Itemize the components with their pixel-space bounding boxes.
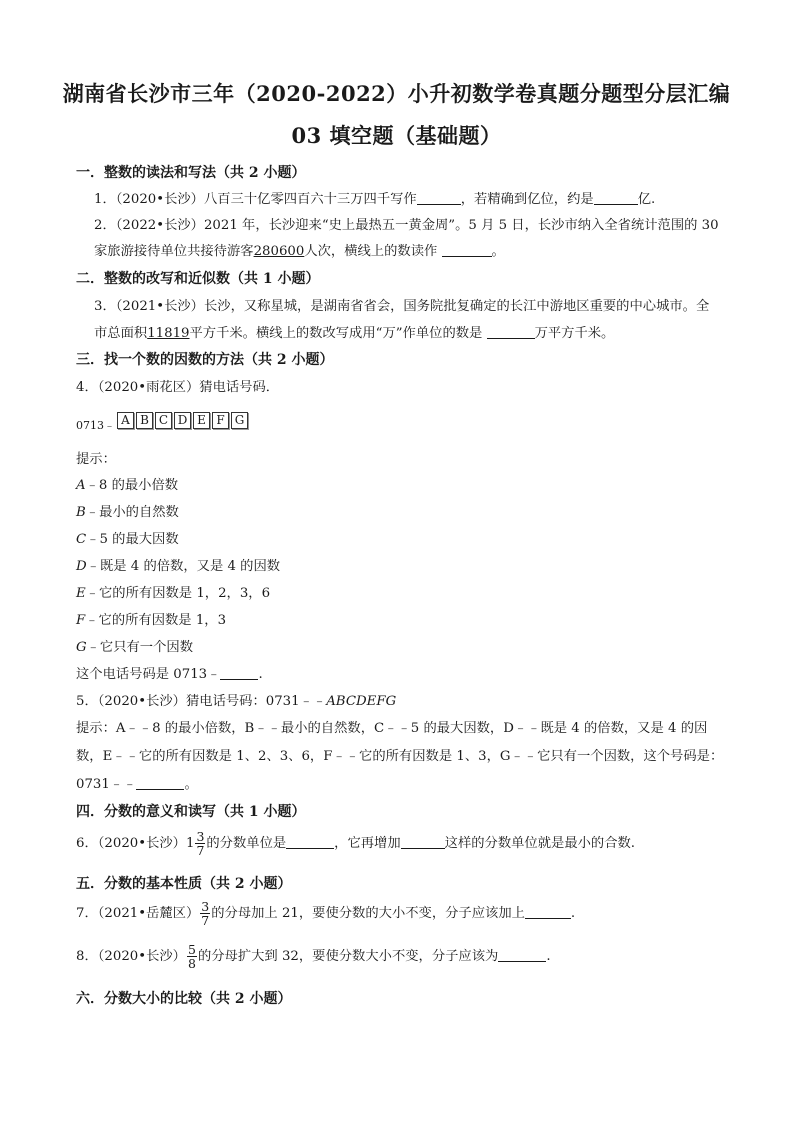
answer-blank <box>220 665 258 680</box>
answer-blank <box>417 190 461 205</box>
letter-box: C <box>155 412 172 429</box>
letter-box: G <box>231 412 248 429</box>
hint-line: B﹣最小的自然数 <box>76 505 179 520</box>
page-subtitle: 03 填空题（基础题） <box>291 123 502 148</box>
section-heading: 二．整数的改写和近似数（共 1 小题） <box>76 271 320 287</box>
question-5-line-1: 5．（2020•长沙）猜电话号码：0731﹣﹣ABCDEFG <box>76 694 397 709</box>
answer-blank <box>401 834 445 849</box>
answer-blank <box>286 834 334 849</box>
question-6: 6．（2020•长沙）1 $\frac{3}{7}$ 的分数单位是 ，它再增加 这样的分数单位就是最小的合数. <box>76 829 636 858</box>
letter-box: B <box>136 412 153 429</box>
section-heading: 三．找一个数的因数的方法（共 2 小题） <box>76 352 334 368</box>
underlined-number: 11819 <box>147 326 190 341</box>
letter-box: A <box>117 412 134 429</box>
hint-line: E﹣它的所有因数是 1，2，3，6 <box>76 586 271 601</box>
answer-blank <box>594 190 638 205</box>
answer-blank <box>487 324 535 339</box>
question-3-line-2: 市总面积11819平方千米。横线上的数改写成用“万”作单位的数是 万平方千米。 <box>94 326 615 341</box>
question-1: 1．（2020•长沙）八百三十亿零四百六十三万四千写作 ，若精确到亿位，约是 亿. <box>94 192 656 207</box>
hint-line: C﹣5 的最大因数 <box>76 532 179 547</box>
section-heading: 四．分数的意义和读写（共 1 小题） <box>76 804 306 820</box>
question-5-line-4: 0731﹣﹣ 。 <box>76 777 198 792</box>
question-2-line-2: 家旅游接待单位共接待游客280600人次，横线上的数读作 。 <box>94 244 505 259</box>
answer-blank <box>136 775 184 790</box>
question-2-line-1: 2．（2022•长沙）2021 年，长沙迎来“史上最热五一黄金周”。5 月 5 日，长沙市纳入全省统计范围的 30 <box>94 218 719 233</box>
question-4-line-1: 4．（2020•雨花区）猜电话号码． <box>76 380 280 395</box>
question-4-answer: 这个电话号码是 0713﹣ . <box>76 667 263 682</box>
hint-title: 提示： <box>76 452 116 467</box>
letter-box: F <box>212 412 229 429</box>
letter-box-row <box>117 412 248 429</box>
fraction: $\frac{3}{7}$ <box>201 899 210 928</box>
section-heading: 五．分数的基本性质（共 2 小题） <box>76 876 292 892</box>
underlined-number: 280600 <box>253 244 305 259</box>
question-7: 7．（2021•岳麓区） $\frac{3}{7}$ 的分母加上 21，要使分数的大小不变，分子应该加上 . <box>76 899 576 928</box>
answer-blank <box>498 947 546 962</box>
question-5-line-2: 提示：A﹣﹣8 的最小倍数，B﹣﹣最小的自然数，C﹣﹣5 的最大因数，D﹣﹣既是 4 的倍数，又是 4 的因 <box>76 721 708 736</box>
question-3-line-1: 3．（2021•长沙）长沙，又称星城，是湖南省省会，国务院批复确定的长江中游地区重要的中心城市。全 <box>94 299 710 314</box>
hint-line: D﹣既是 4 的倍数，又是 4 的因数 <box>76 559 281 574</box>
letter-box: E <box>193 412 210 429</box>
section-heading: 六．分数大小的比较（共 2 小题） <box>76 991 292 1007</box>
fraction: $\frac{3}{7}$ <box>196 829 205 858</box>
answer-blank <box>442 242 492 257</box>
phone-number-boxes: 0713﹣ A B C D E F G <box>76 412 248 433</box>
hint-line: F﹣它的所有因数是 1，3 <box>76 613 227 628</box>
question-8: 8．（2020•长沙） $\frac{5}{8}$ 的分母扩大到 32，要使分数大小不变，分子应该为 . <box>76 942 551 971</box>
page-title: 湖南省长沙市三年（2020-2022）小升初数学卷真题分题型分层汇编 <box>62 81 731 106</box>
letter-box: D <box>174 412 191 429</box>
fraction: $\frac{5}{8}$ <box>187 942 196 971</box>
section-heading: 一．整数的读法和写法（共 2 小题） <box>76 165 306 181</box>
answer-blank <box>525 904 571 919</box>
hint-line: A﹣8 的最小倍数 <box>76 478 179 493</box>
hint-line: G﹣它只有一个因数 <box>76 640 193 655</box>
question-5-line-3: 数，E﹣﹣它的所有因数是 1、2、3、6，F﹣﹣它的所有因数是 1、3，G﹣﹣它只有一个因数，这个号码是： <box>76 749 724 764</box>
